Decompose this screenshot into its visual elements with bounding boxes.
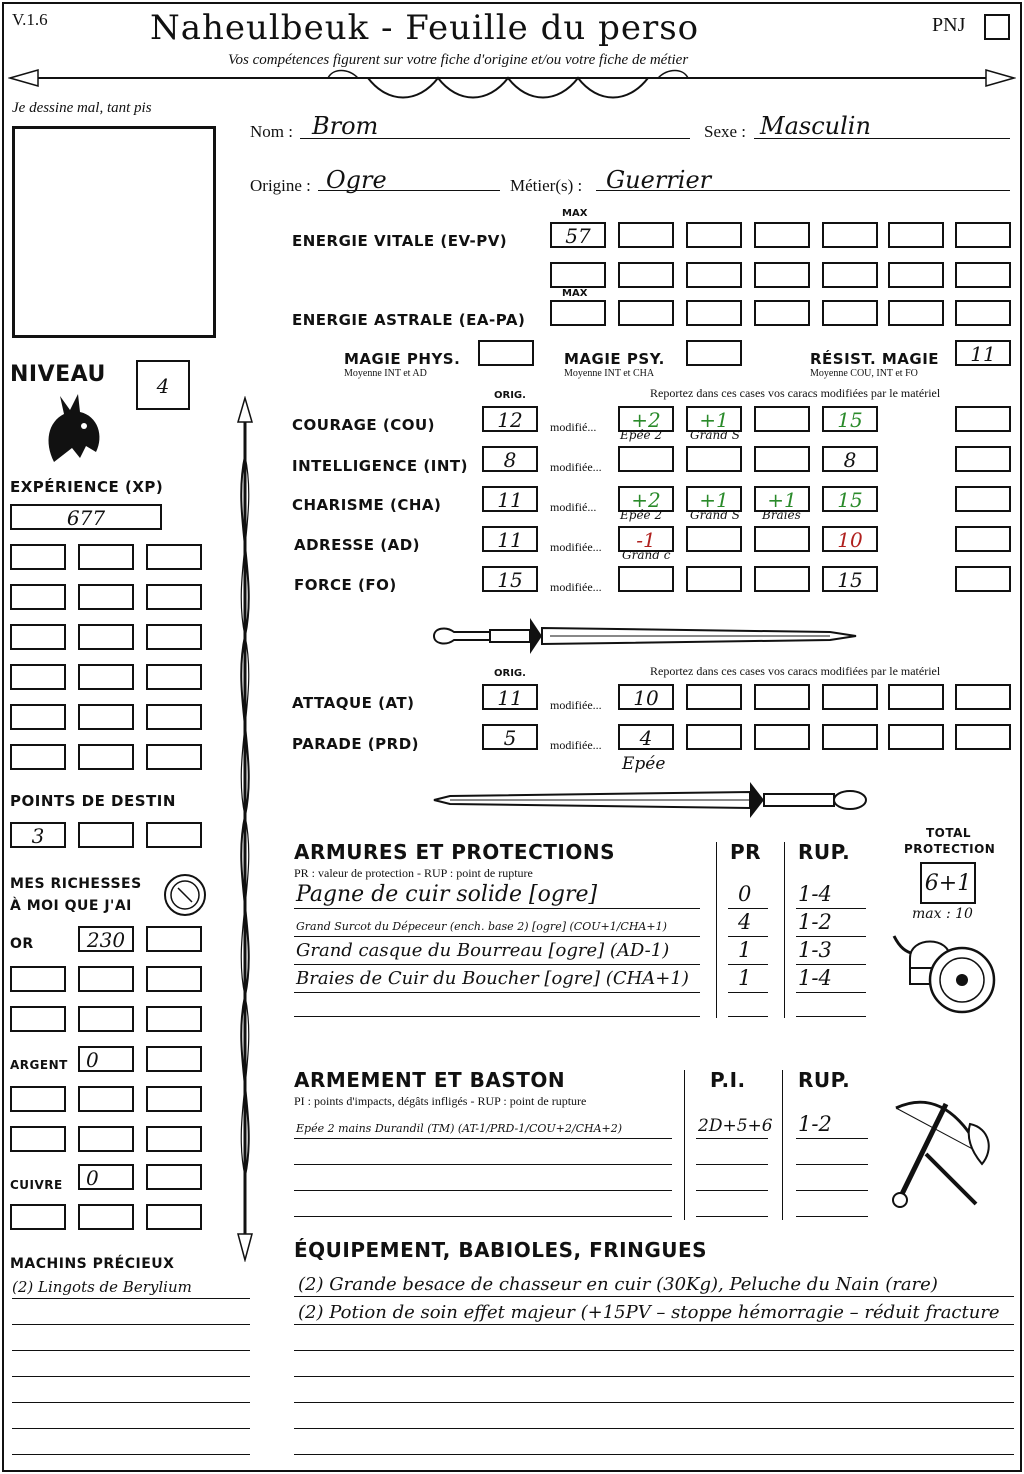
spear-divider-icon [8,64,1016,110]
or-label: OR [10,936,34,952]
resist-magie-label: RÉSIST. MAGIE [810,350,940,368]
metier-value[interactable]: Guerrier [606,166,712,194]
weapon-line [796,1164,868,1165]
weapon-line [796,1216,868,1217]
armor-line [728,908,768,909]
cuivre-box[interactable] [78,1164,134,1190]
armor-item-rup[interactable]: 1-4 [798,882,832,906]
argent-label: ARGENT [10,1058,68,1072]
ev-box[interactable] [822,222,878,248]
resist-magie-sub: Moyenne COU, INT et FO [810,368,918,379]
total-protection-label-2: PROTECTION [904,842,996,856]
or-box[interactable] [78,966,134,992]
argent-box[interactable] [78,1086,134,1112]
page-title: Naheulbeuk - Feuille du perso [150,8,700,48]
stat-label-at: ATTAQUE (AT) [292,694,415,712]
stat-mod-box[interactable] [822,526,878,552]
cuivre-box[interactable] [146,1164,202,1190]
xp-grid-box[interactable] [146,624,202,650]
or-box[interactable] [146,966,202,992]
argent-box[interactable] [10,1086,66,1112]
stat-mod-value: 10 [837,528,863,552]
report-note: Reportez dans ces cases vos caracs modifiées par le matériel [650,386,941,400]
dragon-icon [40,392,106,464]
armor-line [796,908,866,909]
or-box[interactable] [78,1006,134,1032]
precieux-line [12,1428,250,1429]
stat-mod-box[interactable] [955,526,1011,552]
weapon-line [796,1138,868,1139]
stat-mod-value: +2 [631,488,661,512]
ev-max-value: 57 [565,224,591,248]
xp-box[interactable] [10,504,162,530]
stat-mod-label: modifiée... [550,698,602,712]
weapon-line [294,1190,672,1191]
armor-item-pr[interactable]: 1 [738,938,752,962]
stat-mod-note: Grand c [622,548,671,562]
origine-label: Origine : [250,176,311,195]
stat-mod-box[interactable] [822,446,878,472]
stat-label-prd: PARADE (PRD) [292,735,420,753]
precieux-label: MACHINS PRÉCIEUX [10,1256,175,1272]
precieux-line [12,1324,250,1325]
resist-magie-box[interactable] [955,340,1011,366]
nom-line [300,138,690,139]
weapon-line [294,1216,672,1217]
sexe-value[interactable]: Masculin [760,112,871,140]
precieux-line [12,1298,250,1299]
xp-grid-box[interactable] [10,624,66,650]
resist-magie-value: 11 [970,342,996,366]
ev-max-label: MAX [562,208,588,219]
armor-line [294,1016,700,1017]
ev-label: ENERGIE VITALE (EV-PV) [292,232,508,250]
weapon-item-pi[interactable]: 2D+5+6 [698,1116,773,1136]
stat-mod-box[interactable] [754,566,810,592]
sexe-line [754,138,1010,139]
stat-mod-value: 8 [843,448,857,472]
weapons-title: ARMEMENT ET BASTON [294,1068,566,1092]
combat-mod-box[interactable] [686,684,742,710]
stat-orig-value: 11 [497,528,523,552]
armor-title: ARMURES ET PROTECTIONS [294,840,615,864]
ev-box[interactable] [618,222,674,248]
weapons-rup-label: RUP. [798,1068,851,1092]
equipment-line [294,1454,1014,1455]
armor-line [728,964,768,965]
armor-item-pr[interactable]: 0 [738,882,752,906]
combat-mod-box[interactable] [618,684,674,710]
stat-mod-label: modifiée... [550,460,602,474]
armor-item-name[interactable]: Grand casque du Bourreau [ogre] (AD-1) [296,940,670,961]
destin-label: POINTS DE DESTIN [10,792,176,810]
combat-mod-box[interactable] [955,724,1011,750]
weapon-line [696,1190,768,1191]
richesses-label: MES RICHESSES [10,876,142,892]
sword-icon [430,614,860,658]
page-subtitle: Vos compétences figurent sur votre fiche d'origine et/ou votre fiche de métier [228,52,689,68]
destin-box[interactable] [78,822,134,848]
combat-orig-label: ORIG. [494,668,526,679]
combat-mod-value: 4 [639,726,653,750]
cuivre-value: 0 [86,1166,99,1190]
stat-orig-value: 11 [497,488,523,512]
stat-mod-box[interactable] [754,406,810,432]
xp-grid-box[interactable] [146,704,202,730]
stat-mod-box[interactable] [955,486,1011,512]
stat-mod-value: 15 [837,408,863,432]
stat-mod-note: Braies [762,508,801,522]
combat-mod-box[interactable] [955,684,1011,710]
ea-max-box[interactable] [550,300,606,326]
armor-line [294,992,700,993]
argent-box[interactable] [78,1126,134,1152]
armor-line [796,964,866,965]
stat-orig-ad[interactable] [482,526,538,552]
orig-label: ORIG. [494,390,526,401]
ea-box[interactable] [888,300,944,326]
combat-mod-box[interactable] [618,724,674,750]
or-box[interactable] [10,1006,66,1032]
ea-box[interactable] [618,300,674,326]
pnj-label: PNJ [932,14,966,36]
armor-rup-label: RUP. [798,840,851,864]
cuivre-box[interactable] [146,1204,202,1230]
origine-value[interactable]: Ogre [326,166,387,194]
version-label: V.1.6 [12,10,48,29]
stat-mod-label: modifiée... [550,738,602,752]
armor-legend: PR : valeur de protection - RUP : point de rupture [294,866,533,880]
armor-line [796,992,866,993]
niveau-value: 4 [156,374,170,398]
equipment-line [294,1324,1014,1325]
stat-mod-value: 15 [837,488,863,512]
stat-orig-prd[interactable] [482,724,538,750]
xp-grid-box[interactable] [10,704,66,730]
or-box[interactable] [78,926,134,952]
magie-psy-label: MAGIE PSY. [564,350,665,368]
xp-grid-box[interactable] [78,664,134,690]
magie-phys-sub: Moyenne INT et AD [344,368,427,379]
combat-note: Epée [622,754,666,774]
combat-mod-box[interactable] [754,684,810,710]
stat-mod-box[interactable] [618,566,674,592]
ea-box[interactable] [822,300,878,326]
xp-grid-box[interactable] [10,744,66,770]
ev-box[interactable] [955,222,1011,248]
stat-orig-value: 11 [497,686,523,710]
weapon-line [796,1190,868,1191]
ev-box[interactable] [822,262,878,288]
stat-label-ad: ADRESSE (AD) [294,536,421,554]
armor-line [294,964,700,965]
xp-grid-box[interactable] [146,664,202,690]
combat-mod-box[interactable] [822,724,878,750]
ea-max-label: MAX [562,288,588,299]
stat-orig-cou[interactable] [482,406,538,432]
stat-orig-value: 12 [497,408,523,432]
stat-orig-value: 5 [503,726,517,750]
equipment-line [294,1296,1014,1297]
argent-box[interactable] [146,1046,202,1072]
equipment-line [294,1376,1014,1377]
ev-box[interactable] [754,262,810,288]
armor-pr-label: PR [730,840,762,864]
or-box[interactable] [146,1006,202,1032]
stat-mod-box[interactable] [822,406,878,432]
stat-label-cha: CHARISME (CHA) [292,496,442,514]
xp-label: EXPÉRIENCE (XP) [10,478,164,496]
destin-box[interactable] [10,822,66,848]
ea-box[interactable] [686,300,742,326]
xp-grid-box[interactable] [10,664,66,690]
vertical-spear-icon [228,396,262,1262]
combat-mod-box[interactable] [822,684,878,710]
crossed-weapons-icon [886,1094,996,1218]
precieux-line [12,1350,250,1351]
armor-item-pr[interactable]: 4 [738,910,752,934]
ea-label: ENERGIE ASTRALE (EA-PA) [292,311,526,329]
pnj-checkbox[interactable] [984,14,1010,40]
stat-orig-int[interactable] [482,446,538,472]
cuivre-box[interactable] [78,1204,134,1230]
xp-grid-box[interactable] [146,544,202,570]
or-value: 230 [86,928,126,952]
armor-col-divider [784,842,785,1018]
stat-mod-box[interactable] [686,446,742,472]
weapons-legend: PI : points d'impacts, dégâts infligés - RUP : point de rupture [294,1094,587,1108]
armor-line [796,936,866,937]
stat-label-int: INTELLIGENCE (INT) [292,457,468,475]
total-protection-box[interactable] [920,862,976,904]
stat-mod-box[interactable] [955,566,1011,592]
ev-box[interactable] [550,262,606,288]
stat-orig-value: 8 [503,448,517,472]
armor-item-rup[interactable]: 1-2 [798,910,832,934]
equipment-item[interactable]: (2) Potion de soin effet majeur (+15PV – stoppe hémorragie – réduit fracture [298,1302,1000,1323]
metier-label: Métier(s) : [510,176,583,195]
armor-line [294,936,700,937]
xp-value: 677 [66,506,106,530]
stat-mod-value: +1 [699,408,729,432]
total-protection-max: max : 10 [912,906,973,922]
armor-item-rup[interactable]: 1-4 [798,966,832,990]
stat-mod-note: Grand S [690,508,740,522]
magie-phys-box[interactable] [478,340,534,366]
stat-mod-box[interactable] [955,406,1011,432]
stat-orig-value: 15 [497,568,523,592]
weapon-line [696,1164,768,1165]
magie-psy-box[interactable] [686,340,742,366]
stat-mod-box[interactable] [754,526,810,552]
sword-icon [430,778,870,822]
argent-box[interactable] [146,1126,202,1152]
equipment-item[interactable]: (2) Grande besace de chasseur en cuir (30Kg), Peluche du Nain (rare) [298,1274,938,1295]
argent-box[interactable] [146,1086,202,1112]
ev-box[interactable] [618,262,674,288]
nom-label: Nom : [250,122,293,141]
ev-box[interactable] [955,262,1011,288]
stat-orig-fo[interactable] [482,566,538,592]
weapon-line [294,1138,672,1139]
helmet-shield-icon [890,928,1000,1020]
xp-grid-box[interactable] [78,704,134,730]
weapons-col-divider [684,1070,685,1220]
xp-grid-box[interactable] [78,744,134,770]
stat-mod-note: Grand S [690,428,740,442]
total-protection-value: 6+1 [924,871,972,896]
combat-mod-box[interactable] [888,684,944,710]
stat-mod-value: +1 [699,488,729,512]
precieux-line [12,1376,250,1377]
armor-col-divider [716,842,717,1018]
stat-mod-value: -1 [636,528,656,552]
portrait-caption: Je dessine mal, tant pis [12,100,152,116]
xp-grid-box[interactable] [10,544,66,570]
weapon-line [294,1164,672,1165]
xp-grid-box[interactable] [146,584,202,610]
weapons-col-divider [782,1070,783,1220]
combat-mod-box[interactable] [888,724,944,750]
total-protection-label: TOTAL [926,826,972,840]
stat-mod-box[interactable] [822,566,878,592]
stat-mod-label: modifié... [550,420,597,434]
stat-orig-cha[interactable] [482,486,538,512]
ev-box[interactable] [754,222,810,248]
weapon-line [696,1216,768,1217]
xp-grid-box[interactable] [146,744,202,770]
ev-max-box[interactable] [550,222,606,248]
armor-line [728,936,768,937]
argent-box[interactable] [78,1046,134,1072]
stat-mod-label: modifié... [550,500,597,514]
argent-box[interactable] [10,1126,66,1152]
metier-line [596,190,1010,191]
equipment-line [294,1428,1014,1429]
stat-mod-box[interactable] [754,446,810,472]
stat-mod-value: 15 [837,568,863,592]
niveau-box[interactable] [136,360,190,410]
equipment-line [294,1402,1014,1403]
nom-value[interactable]: Brom [312,112,379,140]
combat-mod-value: 10 [633,686,659,710]
weapon-line [696,1138,768,1139]
combat-report-note: Reportez dans ces cases vos caracs modifiées par le matériel [650,664,941,678]
xp-grid-box[interactable] [78,544,134,570]
ea-box[interactable] [754,300,810,326]
precieux-line [12,1454,250,1455]
stat-mod-note: Epée 2 [620,428,663,442]
stat-label-fo: FORCE (FO) [294,576,397,594]
stat-mod-value: +1 [767,488,797,512]
armor-line [294,908,700,909]
precieux-item[interactable]: (2) Lingots de Berylium [12,1278,192,1296]
niveau-label: NIVEAU [10,362,106,387]
ev-box[interactable] [888,222,944,248]
stat-orig-at[interactable] [482,684,538,710]
armor-line [728,992,768,993]
cuivre-label: CUIVRE [10,1178,63,1192]
armor-item-name[interactable]: Braies de Cuir du Boucher [ogre] (CHA+1) [296,968,689,989]
armor-item-rup[interactable]: 1-3 [798,938,832,962]
weapons-pi-label: P.I. [710,1068,746,1092]
stat-mod-note: Epée 2 [620,508,663,522]
stat-mod-box[interactable] [686,566,742,592]
stat-mod-box[interactable] [618,446,674,472]
stat-mod-value: +2 [631,408,661,432]
or-box[interactable] [10,966,66,992]
stat-label-cou: COURAGE (COU) [292,416,436,434]
ea-box[interactable] [955,300,1011,326]
xp-grid-box[interactable] [10,584,66,610]
ev-box[interactable] [686,262,742,288]
equipment-line [294,1350,1014,1351]
armor-item-name[interactable]: Pagne de cuir solide [ogre] [296,882,598,907]
destin-box[interactable] [146,822,202,848]
sexe-label: Sexe : [704,122,747,141]
ev-box[interactable] [888,262,944,288]
argent-value: 0 [86,1048,99,1072]
origine-line [318,190,500,191]
stat-mod-label: modifiée... [550,540,602,554]
stat-mod-box[interactable] [686,526,742,552]
armor-line [796,1016,866,1017]
xp-grid-box[interactable] [78,624,134,650]
precieux-line [12,1402,250,1403]
destin-value: 3 [31,824,45,848]
weapon-item-rup[interactable]: 1-2 [798,1112,832,1136]
coin-icon [162,872,208,918]
armor-item-name[interactable]: Grand Surcot du Dépeceur (ench. base 2) [ogre] (COU+1/CHA+1) [296,920,667,933]
xp-grid-box[interactable] [78,584,134,610]
or-box[interactable] [146,926,202,952]
richesses-label-2: À MOI QUE J'AI [10,898,132,914]
stat-mod-label: modifiée... [550,580,602,594]
stat-mod-box[interactable] [822,486,878,512]
weapon-item-name[interactable]: Epée 2 mains Durandil (TM) (AT-1/PRD-1/COU+2/CHA+2) [296,1122,623,1135]
magie-phys-label: MAGIE PHYS. [344,350,461,368]
combat-mod-box[interactable] [754,724,810,750]
magie-psy-sub: Moyenne INT et CHA [564,368,655,379]
equipment-title: ÉQUIPEMENT, BABIOLES, FRINGUES [294,1238,708,1262]
armor-line [728,1016,768,1017]
ev-box[interactable] [686,222,742,248]
portrait-box[interactable] [12,126,216,338]
combat-mod-box[interactable] [686,724,742,750]
cuivre-box[interactable] [10,1204,66,1230]
armor-item-pr[interactable]: 1 [738,966,752,990]
stat-mod-box[interactable] [955,446,1011,472]
